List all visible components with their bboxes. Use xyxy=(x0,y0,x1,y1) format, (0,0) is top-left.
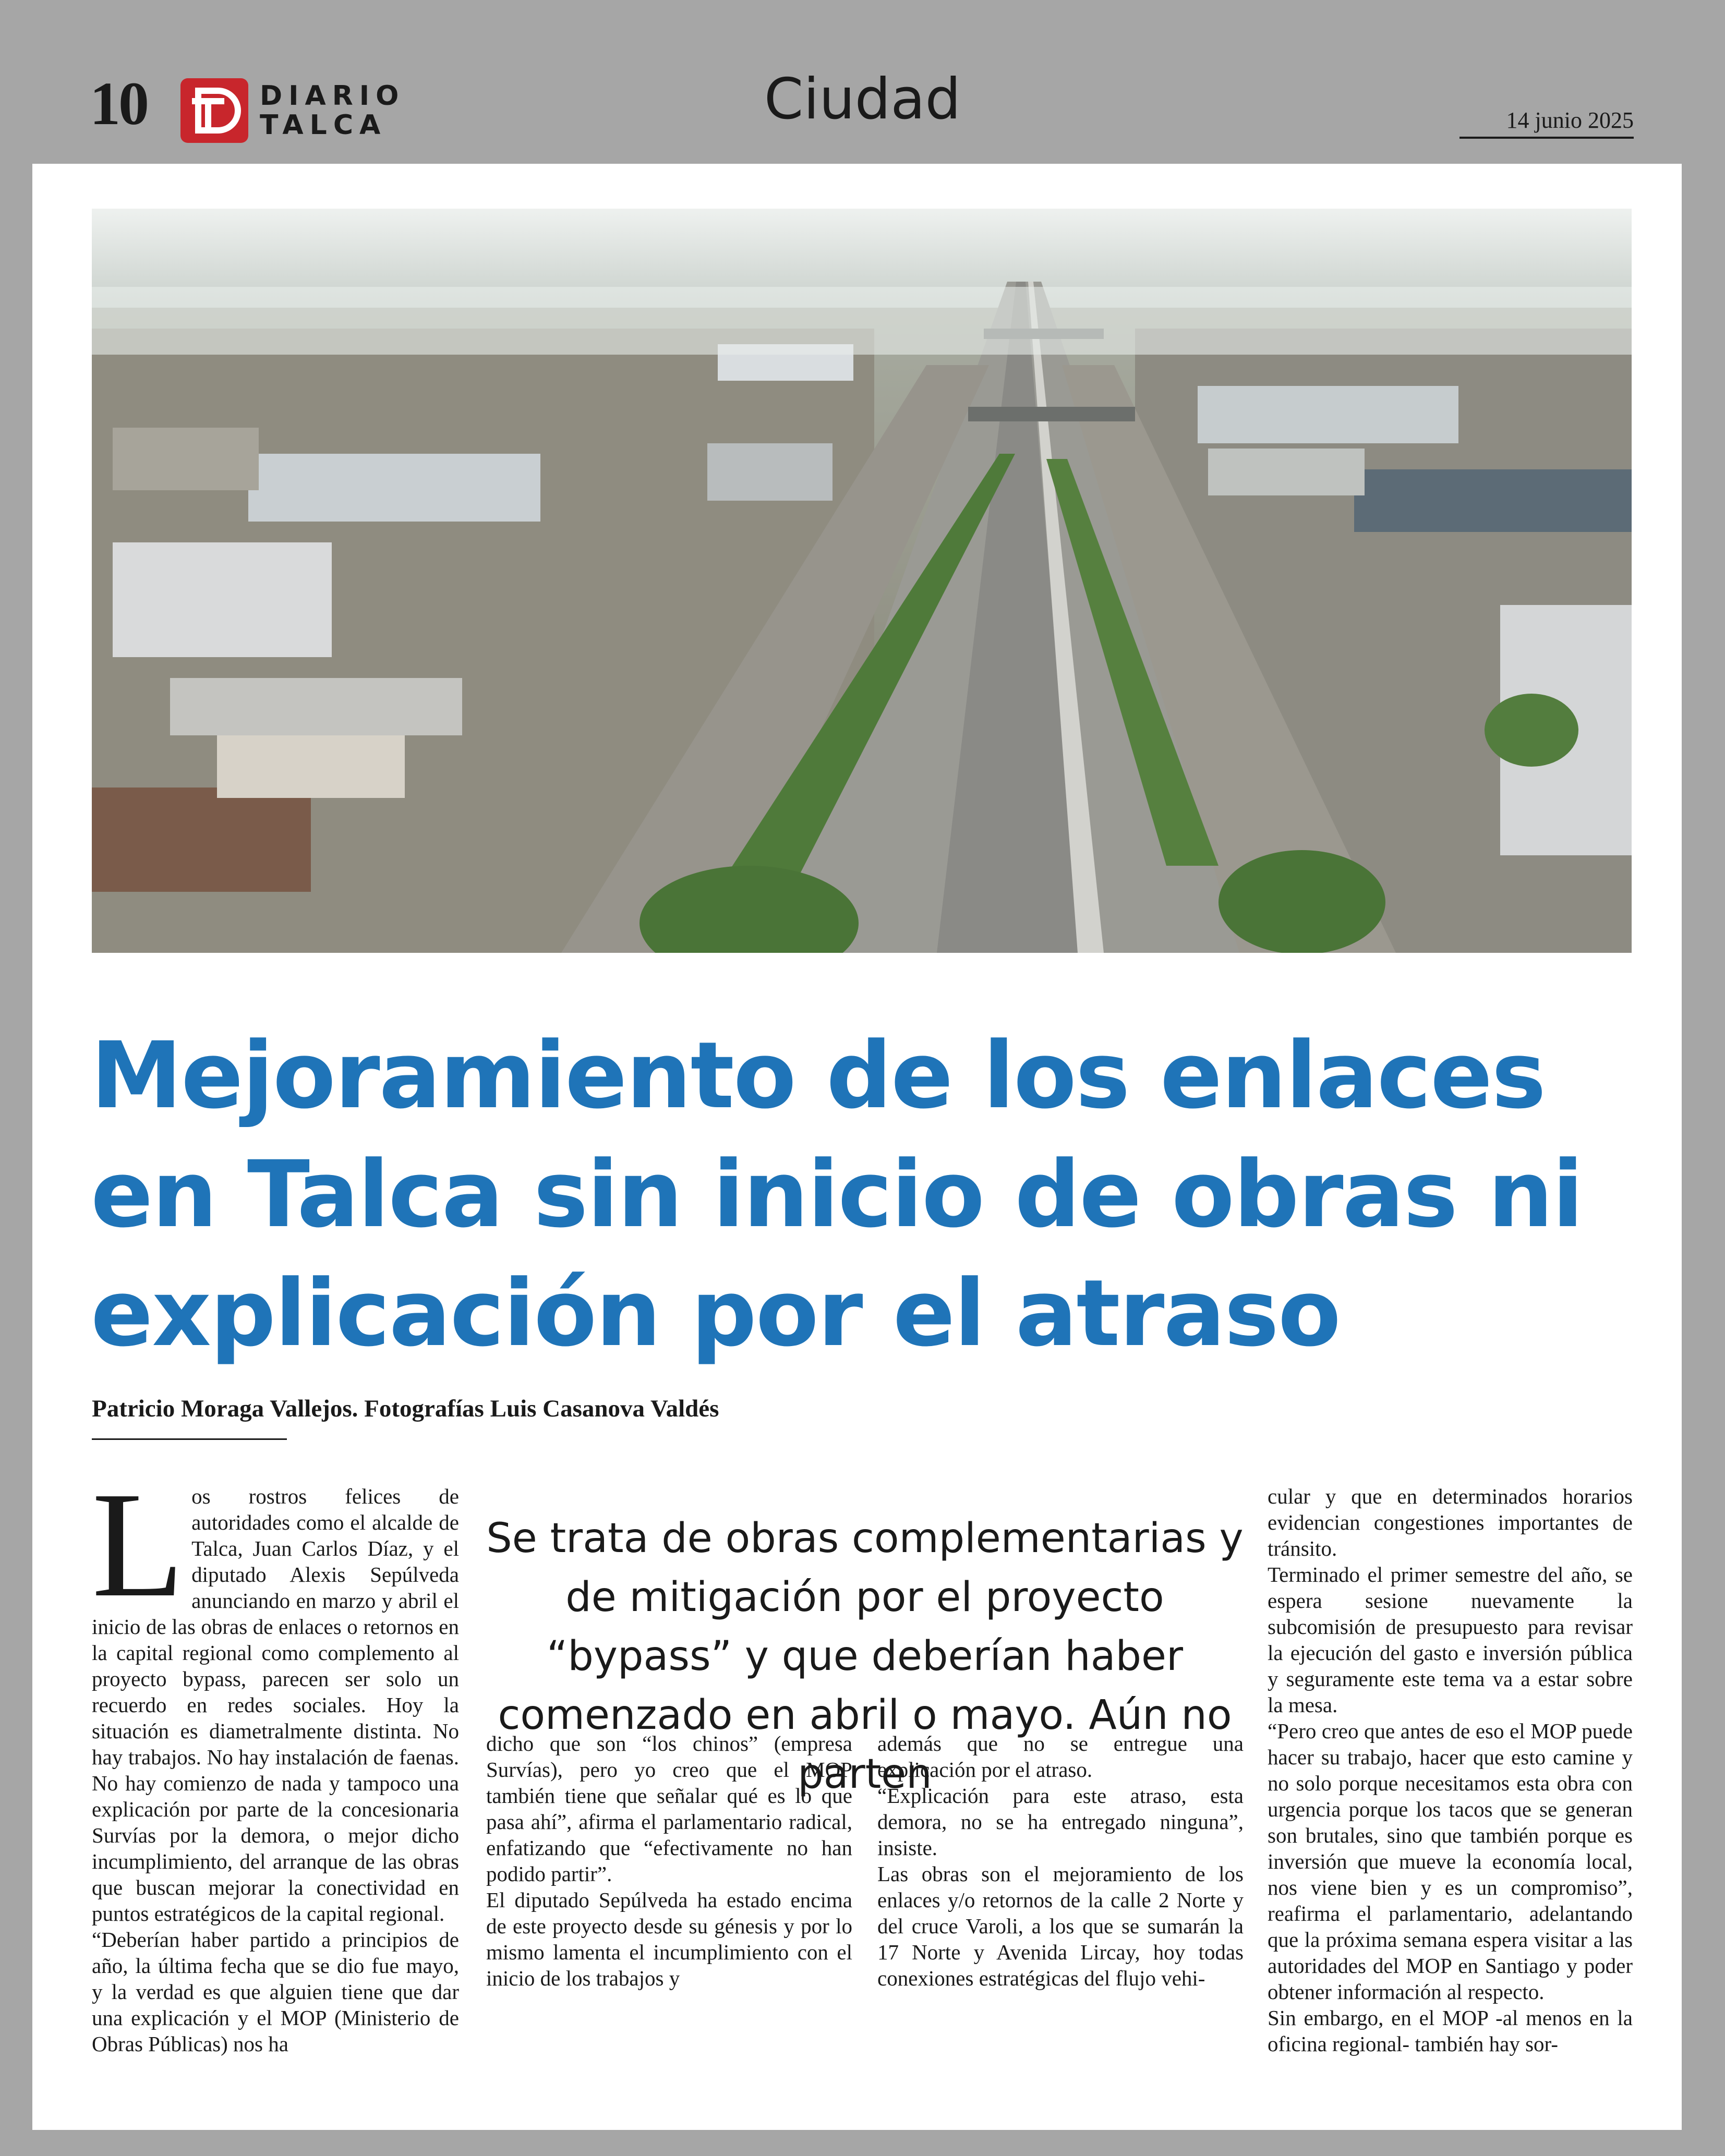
article-column-2 xyxy=(486,1730,852,2099)
article-paragraph: Terminado el primer semestre del año, se espera sesione nuevamente la subcomisión de presupuesto para revisar la ejecución del gasto e inversión pública y seguramente este tema va a estar sobre la mesa. xyxy=(1268,1563,1633,1717)
article-paragraph: además que no se entregue una explicación por el atraso. xyxy=(877,1731,1244,1782)
article-paragraph: cular y que en determinados horarios evidencian congestiones importantes de tránsito. xyxy=(1268,1484,1633,1560)
article-sheet xyxy=(32,164,1682,2130)
page-header xyxy=(0,0,1725,162)
article-paragraph: Las obras son el mejoramiento de los enlaces y/o retornos de la calle 2 Norte y del cruce Varoli, a los que se sumarán la 17 Norte y Avenida Lircay, hoy todas conexiones estratégicas del flujo vehi- xyxy=(877,1862,1244,1990)
article-paragraph: El diputado Sepúlveda ha estado encima de este proyecto desde su génesis y por lo mismo lamenta el incumplimiento con el inicio de los trabajos y xyxy=(486,1888,852,1990)
article-paragraph xyxy=(92,1461,459,1927)
byline: Patricio Moraga Vallejos. Fotografías Luis Casanova Valdés xyxy=(92,1395,719,1422)
aerial-highway-photo xyxy=(92,209,1632,953)
drop-cap: L xyxy=(92,1461,185,1628)
logo-line-2: TALCA xyxy=(260,110,387,141)
logo-line-1: DIARIO xyxy=(260,80,405,112)
section-title: Ciudad xyxy=(764,67,961,132)
byline-rule xyxy=(92,1438,287,1440)
column-text: os rostros felices de autoridades como el alcalde de Talca, Juan Carlos Díaz, y el diputado Alexis Sepúlveda anunciando en marzo y abril el inicio de las obras de enlaces o retornos en la capital regional como complemento al proyecto bypass, parecen ser solo un recuerdo en redes sociales. Hoy la situación es diametralmente distinta. No hay trabajos. No hay instalación de faenas. No hay comienzo de nada y tampoco una explicación por parte de la concesionaria Survías por la demora, o mejor dicho incumplimiento, del arranque de las obras que buscan mejorar la conectividad en puntos estratégicos de la capital regional. xyxy=(92,1484,459,1925)
article-headline: Mejoramiento de los enlaces en Talca sin inicio de obras ni explicación por el atraso xyxy=(91,1022,1583,1367)
article-column-3 xyxy=(877,1730,1244,2099)
article-paragraph: dicho que son “los chinos” (empresa Survías), pero yo creo que el MOP también tiene que señalar qué es lo que pasa ahí”, afirma el parlamentario radical, enfatizando que “efectivamente no han podido partir”. xyxy=(486,1731,852,1886)
pull-quote: Se trata de obras complementarias y de mitigación por el proyecto “bypass” y que deberían haber comenzado en abril o mayo. Aún no parten xyxy=(486,1515,1244,1798)
article-column-4 xyxy=(1268,1483,1633,2099)
article-column-1 xyxy=(92,1461,459,2099)
page-number: 10 xyxy=(90,69,147,138)
article-paragraph: “Deberían haber partido a principios de año, la última fecha que se dio fue mayo, y la verdad es que alguien tiene que dar una explicación y el MOP (Ministerio de Obras Públicas) nos ha xyxy=(92,1928,459,2056)
article-paragraph: “Pero creo que antes de eso el MOP puede hacer su trabajo, hacer que esto camine y no solo porque necesitamos esta obra con urgencia porque los tacos que se generan son brutales, sino que también porque es inversión que mueve la economía local, nos viene bien y es un compromiso”, reafirma el parlamentario, adelantando que la próxima semana espera visitar a las autoridades del MOP en Santiago y poder obtener información al respecto. xyxy=(1268,1719,1633,2004)
article-paragraph: “Explicación para este atraso, esta demora, no se ha entregado ninguna”, insiste. xyxy=(877,1784,1244,1860)
article-paragraph: Sin embargo, en el MOP -al menos en la oficina regional- también hay sor- xyxy=(1268,2006,1633,2056)
issue-date: 14 junio 2025 xyxy=(1459,107,1634,139)
